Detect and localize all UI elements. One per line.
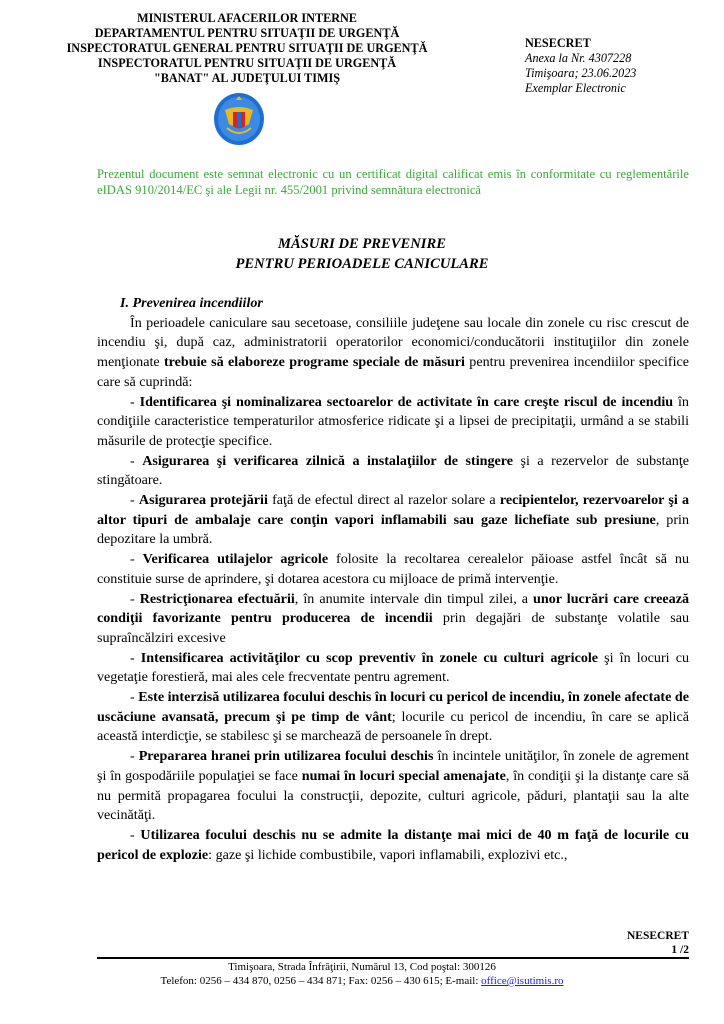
emphasis-run: Verificarea utilajelor agricole [142,551,329,568]
footer-contacts [0,975,724,988]
text-run: şi a rezervelor de substanţe stingătoare. [97,452,690,489]
text-run: - [130,826,141,843]
measure-item [97,452,689,491]
footer-divider [97,957,689,959]
text-run: , în condiţii şi la distanţe care să nu permită propagarea focului la construcţii, depozite, culturi agricole, păduri, plantaţii sau la alte vecinătăţi. [97,767,689,824]
text-run: - [130,649,141,666]
document-body [97,294,689,865]
emphasis-run: Asigurarea şi verificarea zilnică a instalaţiilor de stingere [142,452,514,469]
copy-type: Exemplar Electronic [525,81,626,95]
emphasis-run: recipientelor, rezervoarelor şi a altor tipuri de ambalaje care conţin vapori inflamabili sau gaze lichefiate sub presiune [97,492,690,528]
institution-line: MINISTERUL AFACERILOR INTERNE [137,11,357,25]
text-run: pentru prevenirea incendiilor specifice care să cuprindă: [97,354,689,390]
text-run: ; locurile cu pericol de incendiu, în care se aplică această interdicţie, se stabilesc şi se marchează de persoanele în drept. [97,708,689,745]
emphasis-run: unor lucrări care creează condiţii favorizante pentru producerea de incendii [97,590,690,627]
text-run: , în anumite intervale din timpul zilei, a [294,590,534,607]
emphasis-run: numai în locuri special amenajate [301,767,506,784]
text-run: - [130,689,139,706]
text-run: - [130,748,139,765]
measure-item [97,826,689,865]
measure-item [97,590,689,649]
text-run: - [130,452,143,469]
text-run: În perioadele caniculare sau secetoase, consiliile judeţene sau locale din zonele cu risc crescut de incendiu şi, după caz, administratorii operatorilor economici/conducătorii instituţiilor din zonele menţionate [97,314,689,371]
esign-notice: Prezentul document este semnat electronic cu un certificat digital calificat emis în conformitate cu reglementările eIDAS 910/2014/EC şi ale Legii nr. 455/2001 privind semnătura electronică [97,167,689,197]
emphasis-run: Prepararea hranei prin utilizarea focului deschis [138,748,434,765]
institution-line: "BANAT" AL JUDEŢULUI TIMIŞ [153,71,341,85]
text-run: şi în locuri cu vegetaţie forestieră, mai ales cele frecventate pentru agrement. [97,649,689,686]
measure-item [97,550,689,589]
emphasis-run: Identificarea şi nominalizarea sectoarelor de activitate în care creşte riscul de incendiu [139,393,674,410]
institution-line: INSPECTORATUL PENTRU SITUAŢII DE URGENŢĂ [97,56,397,70]
document-title: MĂSURI DE PREVENIRE [278,236,446,252]
page-number: 1 /2 [671,944,689,956]
intro-paragraph [97,314,689,393]
emphasis-run: Intensificarea activităţilor cu scop preventiv în zonele cu culturi agricole [140,649,599,666]
footer-address: Timişoara, Strada Înfrăţirii, Numărul 13, Cod poştal: 300126 [228,961,496,973]
institution-line: INSPECTORATUL GENERAL PENTRU SITUAŢII DE URGENŢĂ [66,41,428,55]
emphasis-run: Asigurarea protejării [138,492,268,509]
institution-header [30,11,464,86]
document-subtitle: PENTRU PERIOADELE CANICULARE [235,256,489,272]
text-run: în incintele unităţilor, în zonele de agrement şi în gospodăriile populaţiei se face [97,748,689,784]
emphasis-run: Restricţionarea efectuării [139,590,295,607]
classification-label: NESECRET [525,36,591,50]
text-run: - [130,393,140,410]
place-date: Timişoara; 23.06.2023 [525,66,637,80]
page-marker [627,929,689,957]
text-run: în condiţiile caracteristice temperaturilor atmosferice ridicate şi a lipsei de precipitaţii, urmând a se stabili măsurile de protecţie specifice. [97,393,689,449]
romanian-coat-of-arms-icon [213,90,265,146]
annex-number: Anexa la Nr. 4307228 [525,51,632,65]
text-run: faţă de efectul direct al razelor solare a [267,492,500,509]
email-link[interactable]: office@isutimis.ro [481,975,564,987]
text-run: folosite la recoltarea cerealelor păioase astfel încât să nu constituie surse de aprindere, şi dotarea acestora cu mijloace de primă intervenţie. [97,551,689,587]
section-heading: I. Prevenirea incendiilor [120,295,263,311]
measure-item [97,649,689,688]
measure-item [97,393,689,452]
measure-item [97,747,689,826]
emphasis-run: trebuie să elaboreze programe speciale de măsuri [163,354,465,371]
emphasis-run: Este interzisă utilizarea focului deschis în locuri cu pericol de incendiu, în zonele afectate de uscăciune avansată, precum şi pe timp de vânt [97,689,690,725]
measure-item [97,688,689,747]
text-run: , prin depozitare la umbră. [97,511,690,548]
document-reference [525,36,636,96]
institution-line: DEPARTAMENTUL PENTRU SITUAŢII DE URGENŢĂ [94,26,400,40]
text-run: - [130,551,143,568]
text-run: prin degajări de substanţe volatile sau supraîncălziri excesive [97,610,689,646]
text-run: - [130,492,139,509]
text-run: - [130,590,140,607]
footer-classification: NESECRET [627,930,689,942]
text-run: : gaze şi lichide combustibile, vapori inflamabili, explozivi etc., [208,846,568,863]
contact-details: Telefon: 0256 – 434 870, 0256 – 434 871; Fax: 0256 – 430 615; E-mail: [160,975,482,987]
measure-item [97,491,689,550]
emphasis-run: Utilizarea focului deschis nu se admite la distanţe mai mici de 40 m faţă de locurile cu pericol de explozie [97,826,689,863]
